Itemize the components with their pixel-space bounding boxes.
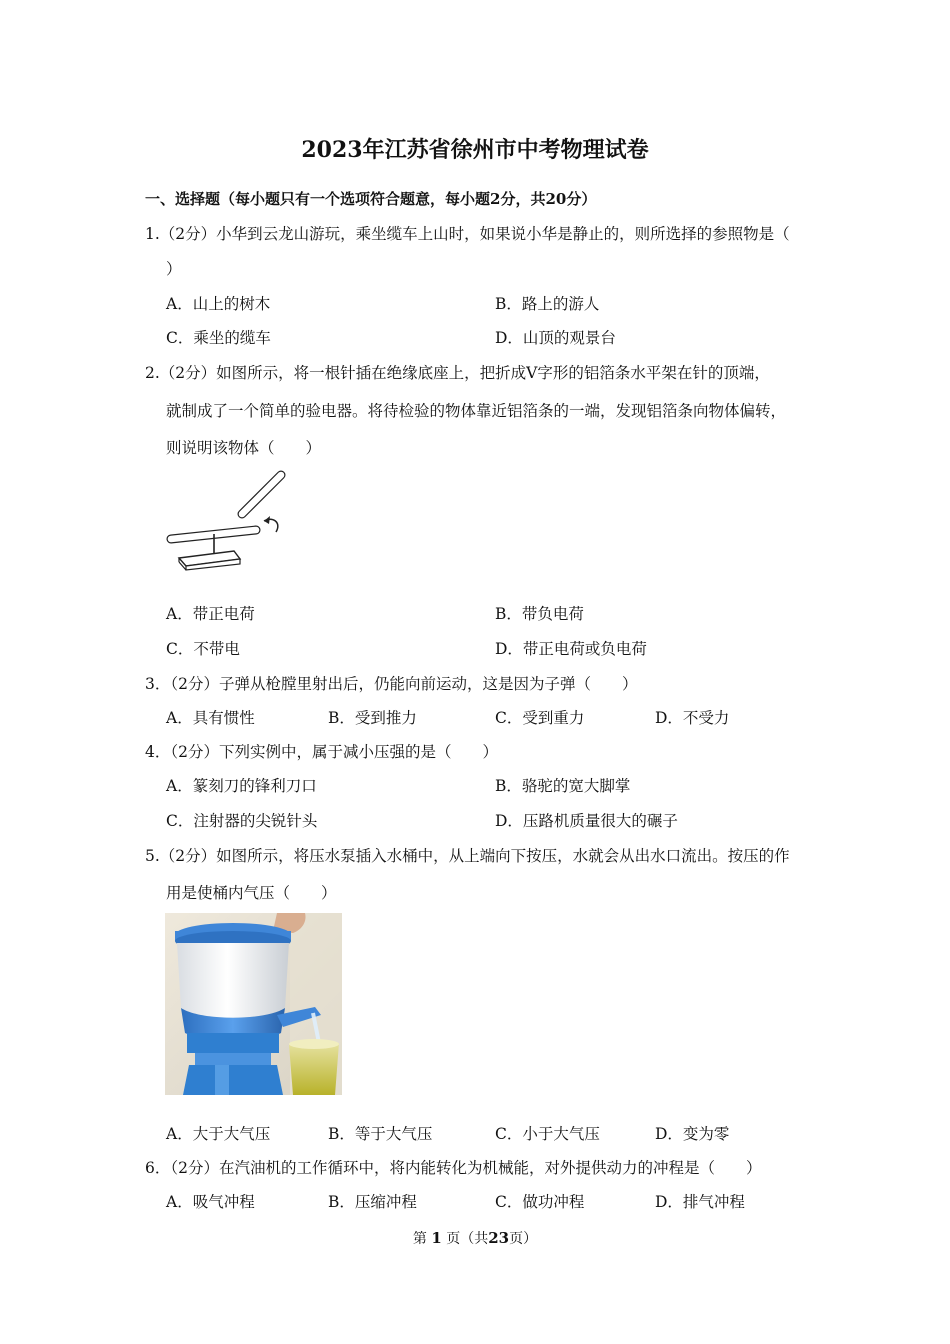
question-2-line-3: 则说明该物体（ ） [166,439,322,457]
question-4-option-a[interactable]: A．篆刻刀的锋利刀口 [166,777,317,795]
footer-page-number: 1 [431,1229,442,1247]
question-3-option-b[interactable]: B．受到推力 [328,709,417,727]
question-1-option-c[interactable]: C．乘坐的缆车 [166,329,271,347]
electroscope-figure [164,466,294,574]
pump-body [177,943,289,1018]
question-1-option-d[interactable]: D．山顶的观景台 [495,329,616,347]
footer-total-pages: 23 [488,1229,510,1247]
question-6-option-a[interactable]: A．吸气冲程 [166,1193,255,1211]
question-1-line-2: ） [166,260,182,278]
question-2-option-b[interactable]: B．带负电荷 [495,605,584,623]
question-1-option-b[interactable]: B．路上的游人 [495,295,600,313]
insulating-base [179,551,240,570]
question-6-option-d[interactable]: D．排气冲程 [655,1193,745,1211]
question-5-option-c[interactable]: C．小于大气压 [495,1125,600,1143]
question-4-line-1: 4．（2分）下列实例中，属于减小压强的是（ ） [145,743,498,761]
question-5-option-b[interactable]: B．等于大气压 [328,1125,433,1143]
question-6-option-c[interactable]: C．做功冲程 [495,1193,585,1211]
foil-strip-tilted [242,475,281,514]
water-bottle [183,1065,283,1095]
question-3-option-a[interactable]: A．具有惯性 [166,709,255,727]
page-footer [0,1228,950,1248]
question-3-option-d[interactable]: D．不受力 [655,709,730,727]
question-2-option-d[interactable]: D．带正电荷或负电荷 [495,640,647,658]
question-3-line-1: 3．（2分）子弹从枪膛里射出后，仍能向前运动，这是因为子弹（ ） [145,675,638,693]
question-6-line-1: 6．（2分）在汽油机的工作循环中，将内能转化为机械能，对外提供动力的冲程是（ ） [145,1159,762,1177]
question-2-line-1: 2.（2分）如图所示，将一根针插在绝缘底座上，把折成V字形的铝箔条水平架在针的顶端， [145,364,770,382]
question-5-line-1: 5.（2分）如图所示，将压水泵插入水桶中，从上端向下按压，水就会从出水口流出。按压的作 [145,847,790,865]
question-2-option-c[interactable]: C．不带电 [166,640,240,658]
question-1-line-1: 1.（2分）小华到云龙山游玩，乘坐缆车上山时，如果说小华是静止的，则所选择的参照物是（ [145,225,790,243]
question-5-option-a[interactable]: A．大于大气压 [166,1125,271,1143]
page-title: 2023年江苏省徐州市中考物理试卷 [301,137,649,163]
question-6-option-b[interactable]: B．压缩冲程 [328,1193,417,1211]
question-4-option-d[interactable]: D．压路机质量很大的碾子 [495,812,678,830]
question-5-line-2: 用是使桶内气压（ ） [166,884,337,902]
question-2-line-2: 就制成了一个简单的验电器。将待检验的物体靠近铝箔条的一端，发现铝箔条向物体偏转， [166,402,787,420]
footer-prefix: 第 [412,1231,427,1247]
question-4-option-b[interactable]: B．骆驼的宽大脚掌 [495,777,631,795]
footer-suffix: 页） [509,1231,538,1247]
footer-mid: 页（共 [446,1231,489,1247]
section-heading: 一、选择题（每小题只有一个选项符合题意，每小题2分，共20分） [145,190,597,208]
water-pump-photo [165,913,342,1095]
question-4-option-c[interactable]: C．注射器的尖锐针头 [166,812,318,830]
question-2-option-a[interactable]: A．带正电荷 [166,605,255,623]
cup [289,1043,339,1095]
question-1-option-a[interactable]: A．山上的树木 [166,295,271,313]
question-3-option-c[interactable]: C．受到重力 [495,709,585,727]
question-5-option-d[interactable]: D．变为零 [655,1125,730,1143]
